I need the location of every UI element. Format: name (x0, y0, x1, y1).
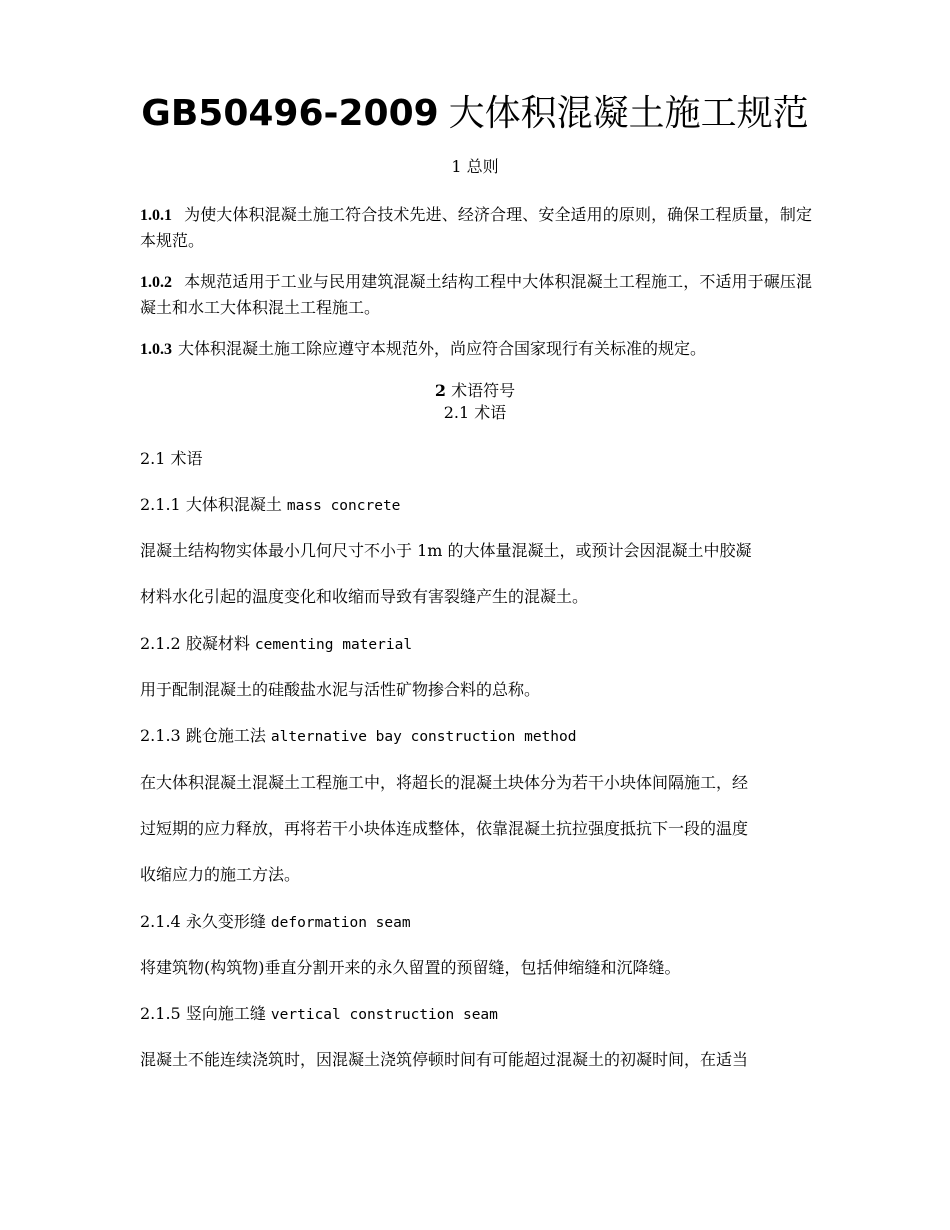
term-cn: 竖向施工缝 (185, 1004, 266, 1023)
chapter-2-heading (0, 380, 950, 402)
term-en: mass concrete (286, 498, 401, 514)
chapter-number: 2 (434, 381, 447, 400)
term-heading (140, 911, 820, 934)
term-definition-line: 过短期的应力释放，再将若干小块体连成整体，依靠混凝土抗拉强度抵抗下一段的温度 (140, 819, 749, 838)
clause-number: 1.0.2 (140, 274, 172, 291)
standard-name: 大体积混凝土施工规范 (448, 93, 809, 134)
term-en: cementing material (254, 637, 413, 653)
term-cn: 跳仓施工法 (185, 726, 266, 745)
chapter-1-heading: 1 总则 (451, 157, 499, 176)
term-number: 2.1.4 (140, 912, 181, 931)
term-definition-line: 材料水化引起的温度变化和收缩而导致有害裂缝产生的混凝土。 (140, 587, 589, 606)
clause-text: 为使大体积混凝土施工符合技术先进、经济合理、安全适用的原则，确保工程质量，制定本规范。 (140, 205, 812, 250)
clause-1-0-2 (140, 269, 812, 320)
clause-text: 本规范适用于工业与民用建筑混凝土结构工程中大体积混凝土工程施工，不适用于碾压混凝土和水工大体积混土工程施工。 (140, 272, 812, 317)
term-heading (140, 494, 820, 517)
term-en: deformation seam (270, 915, 411, 931)
term-heading (140, 1003, 820, 1026)
term-heading (140, 633, 820, 656)
section-2-1-centered-heading: 2.1 术语 (443, 403, 507, 422)
term-en: vertical construction seam (270, 1007, 498, 1023)
term-definition-line: 用于配制混凝土的硅酸盐水泥与活性矿物掺合料的总称。 (140, 680, 541, 699)
term-cn: 大体积混凝土 (185, 495, 282, 514)
term-number: 2.1.3 (140, 726, 181, 745)
chapter-name: 术语符号 (451, 381, 516, 400)
clause-number: 1.0.1 (140, 207, 172, 224)
term-definition-line: 在大体积混凝土混凝土工程施工中，将超长的混凝土块体分为若干小块体间隔施工，经 (140, 773, 749, 792)
term-cn: 永久变形缝 (185, 912, 266, 931)
clause-text: 大体积混凝土施工除应遵守本规范外，尚应符合国家现行有关标准的规定。 (178, 339, 707, 358)
term-definition-line: 混凝土不能连续浇筑时，因混凝土浇筑停顿时间有可能超过混凝土的初凝时间，在适当 (140, 1050, 749, 1069)
term-number: 2.1.5 (140, 1004, 181, 1023)
term-definition-line: 将建筑物(构筑物)垂直分割开来的永久留置的预留缝，包括伸缩缝和沉降缝。 (140, 958, 681, 977)
clause-1-0-1 (140, 202, 812, 253)
term-number: 2.1.1 (140, 495, 181, 514)
term-definition-line: 混凝土结构物实体最小几何尺寸不小于 1m 的大体量混凝土，或预计会因混凝土中胶凝 (140, 541, 752, 560)
term-cn: 胶凝材料 (185, 634, 250, 653)
term-en: alternative bay construction method (270, 729, 577, 745)
standard-code: GB50496-2009 (141, 93, 439, 134)
term-number: 2.1.2 (140, 634, 181, 653)
clause-number: 1.0.3 (140, 341, 172, 358)
section-2-1-heading: 2.1 术语 (140, 449, 203, 468)
clause-1-0-3 (140, 338, 820, 361)
term-heading (140, 725, 820, 748)
term-definition-line: 收缩应力的施工方法。 (140, 865, 301, 884)
document-title (0, 88, 950, 140)
